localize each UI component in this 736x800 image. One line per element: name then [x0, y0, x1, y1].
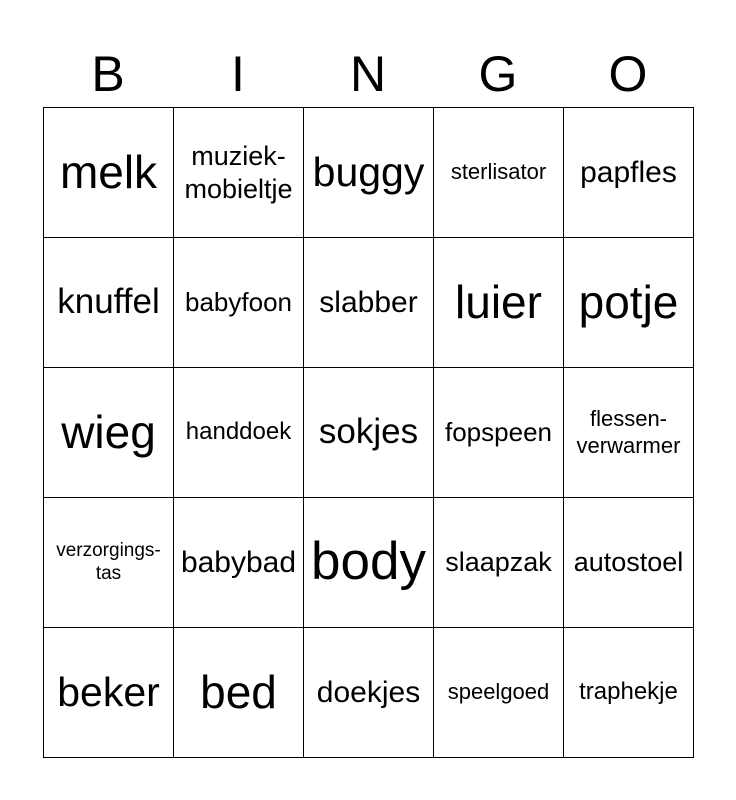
bingo-cell-r2-c5: potje: [564, 238, 694, 368]
bingo-cell-r3-c5: flessen- verwarmer: [564, 368, 694, 498]
bingo-cell-r2-c3: slabber: [304, 238, 434, 368]
bingo-cell-r3-c2: handdoek: [174, 368, 304, 498]
bingo-cell-r5-c1: beker: [44, 628, 174, 758]
bingo-cell-r5-c3: doekjes: [304, 628, 434, 758]
bingo-cell-r1-c4: sterlisator: [434, 108, 564, 238]
bingo-cell-r2-c4: luier: [434, 238, 564, 368]
bingo-cell-r1-c3: buggy: [304, 108, 434, 238]
bingo-cell-r5-c2: bed: [174, 628, 304, 758]
bingo-cell-r2-c1: knuffel: [44, 238, 174, 368]
bingo-cell-r3-c1: wieg: [44, 368, 174, 498]
bingo-cell-r2-c2: babyfoon: [174, 238, 304, 368]
bingo-cell-r4-c5: autostoel: [564, 498, 694, 628]
bingo-header: [43, 40, 693, 108]
bingo-cell-r4-c4: slaapzak: [434, 498, 564, 628]
bingo-cell-r3-c4: fopspeen: [434, 368, 564, 498]
bingo-cell-r1-c2: muziek- mobieltje: [174, 108, 304, 238]
bingo-cell-r1-c5: papfles: [564, 108, 694, 238]
bingo-cell-r5-c4: speelgoed: [434, 628, 564, 758]
bingo-cell-r4-c2: babybad: [174, 498, 304, 628]
bingo-cell-r4-c1: verzorgings- tas: [44, 498, 174, 628]
header-letter-b: B: [91, 46, 125, 102]
header-letter-o: O: [608, 46, 648, 102]
header-letter-n: N: [349, 46, 387, 102]
bingo-cell-r4-c3: body: [304, 498, 434, 628]
bingo-grid: [43, 107, 694, 758]
header-letter-g: G: [478, 46, 518, 102]
bingo-cell-r5-c5: traphekje: [564, 628, 694, 758]
header-letter-i: I: [231, 46, 245, 102]
bingo-cell-r3-c3: sokjes: [304, 368, 434, 498]
bingo-cell-r1-c1: melk: [44, 108, 174, 238]
